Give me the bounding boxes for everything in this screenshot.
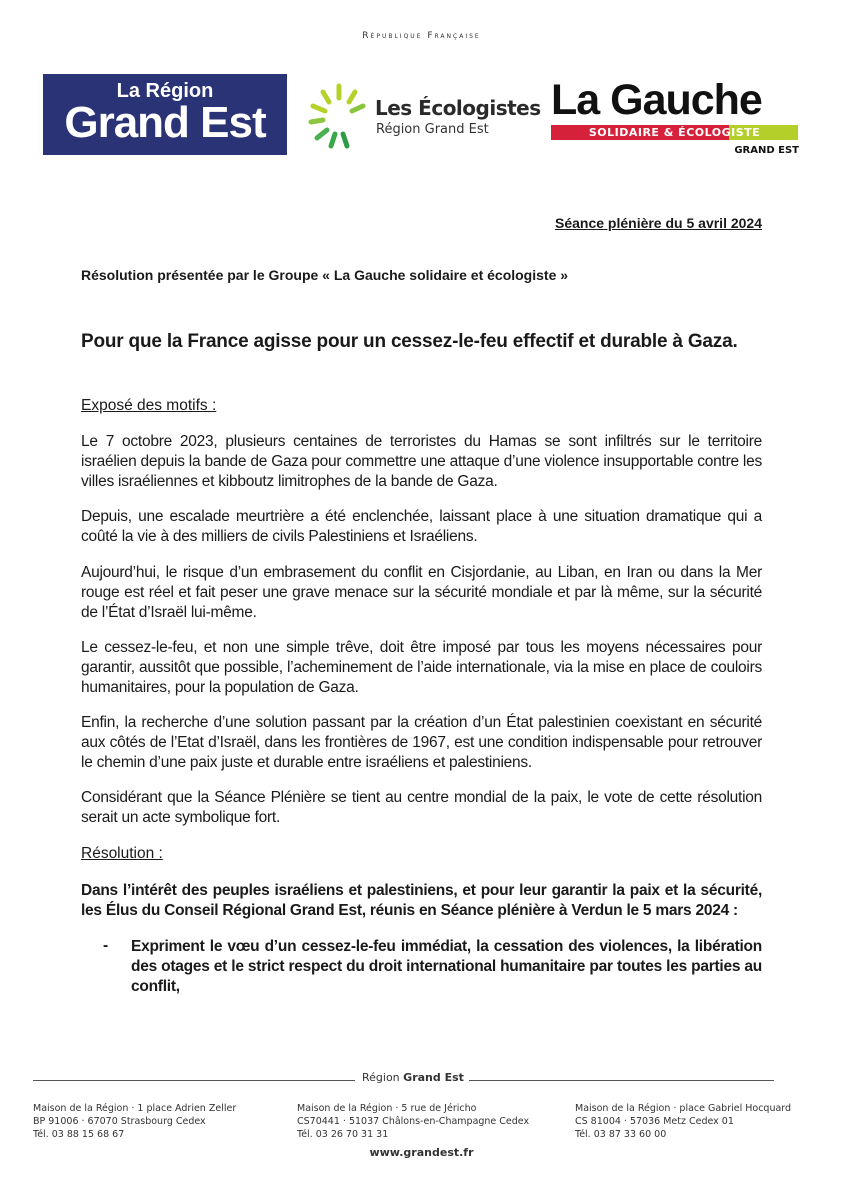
logo-ecologistes-line2: Région Grand Est [376, 122, 489, 137]
logo-gauche-line1: La Gauche [551, 76, 762, 124]
paragraph: Le 7 octobre 2023, plusieurs centaines de terroristes du Hamas se sont infiltrés sur le territoire israélien depuis la bande de Gaza pour commettre une attaque d’une violence insupportable contre les villes israéliennes et kibboutz limitrophes de la bande de Gaza. [81, 433, 762, 490]
logo-grand-est-line1: La Région [116, 80, 214, 102]
presented-by: Résolution présentée par le Groupe « La Gauche solidaire et écologiste » [81, 267, 569, 283]
paragraph: Enfin, la recherche d’une solution passant par la création d’un État palestinien coexistant en sécurité aux côtés de l’Etat d’Israël, dans les frontières de 1967, est une condition indispensable pour retrouver le chemin d’une paix juste et durable entre israéliens et palestiniens. [81, 714, 762, 771]
address-phone: Tél. 03 87 33 60 00 [575, 1129, 667, 1140]
sun-burst-icon [305, 80, 373, 152]
logo-gauche-line3: GRAND EST [734, 145, 799, 156]
logo-gauche-line2: SOLIDAIRE & ÉCOLOGISTE [588, 126, 761, 139]
address-line: Maison de la Région · 1 place Adrien Zeller [33, 1103, 237, 1114]
paragraph: Le cessez-le-feu, et non une simple trêve, doit être imposé par tous les moyens nécessaires pour garantir, aussitôt que possible, l’acheminement de l’aide internationale, via la mise en place de couloirs humanitaires, pour la population de Gaza. [81, 639, 762, 696]
paragraph: Depuis, une escalade meurtrière a été enclenchée, laissant place à une situation dramatique qui a coûté la vie à des milliers de civils Palestiniens et Israéliens. [81, 508, 762, 545]
resolution-intro: Dans l’intérêt des peuples israéliens et palestiniens, et pour leur garantir la paix et la sécurité, les Élus du Conseil Régional Grand Est, réunis en Séance plénière à Verdun le 5 mars 2024 : [81, 882, 762, 919]
logo-grand-est-line2: Grand Est [64, 98, 266, 147]
footer-divider-left [33, 1080, 355, 1081]
address-phone: Tél. 03 88 15 68 67 [33, 1129, 125, 1140]
paragraph: Aujourd’hui, le risque d’un embrasement du conflit en Cisjordanie, au Liban, en Iran ou dans la Mer rouge est réel et fait peser une grave menace sur la sécurité mondiale et par là même, sur la sécurité de l’État d’Israël lui-même. [81, 564, 762, 621]
address-line: CS70441 · 51037 Châlons-en-Champagne Cedex [297, 1116, 530, 1127]
paragraph: Considérant que la Séance Plénière se tient au centre mondial de la paix, le vote de cette résolution serait un acte symbolique fort. [81, 789, 762, 826]
bullet-marker: - [103, 937, 109, 954]
address-line: BP 91006 · 67070 Strasbourg Cedex [33, 1116, 206, 1127]
ecologistes-logo [305, 80, 540, 152]
motifs-heading: Exposé des motifs : [81, 397, 217, 414]
address-line: Maison de la Région · 5 rue de Jéricho [297, 1103, 477, 1114]
footer-divider-right [452, 1080, 774, 1081]
resolution-heading: Résolution : [81, 845, 163, 862]
resolution-bullet: Expriment le vœu d’un cessez-le-feu immédiat, la cessation des violences, la libération des otages et le strict respect du droit international humanitaire par toutes les parties au conflit, [131, 938, 762, 995]
address-line: CS 81004 · 57036 Metz Cedex 01 [575, 1116, 734, 1127]
session-date: Séance plénière du 5 avril 2024 [554, 215, 762, 231]
address-line: Maison de la Région · place Gabriel Hocquard [575, 1103, 792, 1114]
document-title: Pour que la France agisse pour un cessez-le-feu effectif et durable à Gaza. [81, 331, 738, 352]
region-grand-est-logo [43, 74, 287, 155]
footer-address-chalons [297, 1102, 529, 1141]
logo-ecologistes-line1: Les Écologistes [375, 96, 541, 120]
la-gauche-logo [551, 78, 801, 160]
footer-address-metz [575, 1102, 791, 1141]
website-link[interactable]: www.grandest.fr [369, 1146, 474, 1159]
address-phone: Tél. 03 26 70 31 31 [297, 1129, 389, 1140]
footer-address-strasbourg [33, 1102, 236, 1141]
republique-francaise-header: République Française [362, 31, 481, 41]
footer-brand-prefix: Région [362, 1071, 400, 1084]
footer-brand [357, 1071, 469, 1084]
footer-brand-bold: Grand Est [403, 1071, 464, 1084]
